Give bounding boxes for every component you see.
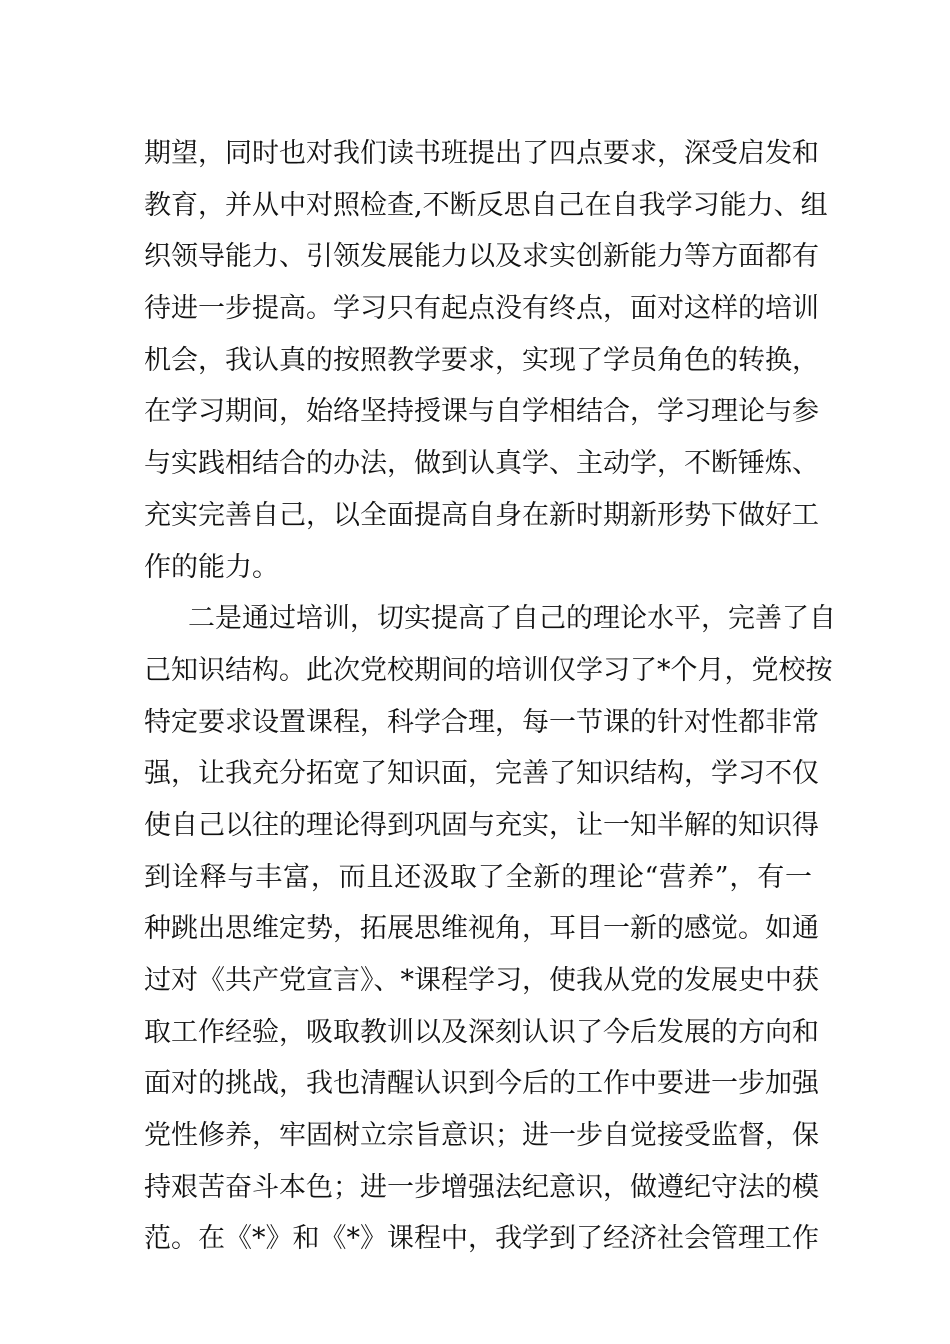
text-line: 作的能力。 <box>144 551 279 583</box>
text-line: 二是通过培训，切实提高了自己的理论水平，完善了自 <box>188 603 836 635</box>
text-line: 待进一步提高。学习只有起点没有终点，面对这样的培训 <box>144 293 819 325</box>
text-line: 在学习期间，始络坚持授课与自学相结合，学习理论与参 <box>144 396 819 428</box>
text-line: 织领导能力、引领发展能力以及求实创新能力等方面都有 <box>144 241 819 273</box>
text-line: 机会，我认真的按照教学要求，实现了学员角色的转换， <box>144 344 819 376</box>
text-line: 使自己以往的理论得到巩固与充实，让一知半解的知识得 <box>144 809 819 841</box>
text-line: 充实完善自己，以全面提高自身在新时期新形势下做好工 <box>144 499 819 531</box>
text-line: 面对的挑战，我也清醒认识到今后的工作中要进一步加强 <box>144 1068 819 1100</box>
text-line: 范。在《*》和《*》课程中，我学到了经济社会管理工作 <box>144 1223 819 1255</box>
text-line: 强，让我充分拓宽了知识面，完善了知识结构，学习不仅 <box>144 758 819 790</box>
text-line: 取工作经验，吸取教训以及深刻认识了今后发展的方向和 <box>144 1016 819 1048</box>
text-line: 己知识结构。此次党校期间的培训仅学习了*个月，党校按 <box>144 654 833 686</box>
text-line: 到诠释与丰富，而且还汲取了全新的理论“营养”，有一 <box>144 861 812 893</box>
body-text <box>144 128 836 1265</box>
text-line: 特定要求设置课程，科学合理，每一节课的针对性都非常 <box>144 706 819 738</box>
text-line: 过对《共产党宣言》、*课程学习，使我从党的发展史中获 <box>144 965 819 996</box>
text-line: 持艰苦奋斗本色；进一步增强法纪意识，做遵纪守法的模 <box>144 1171 819 1203</box>
text-line: 教育，并从中对照检查,不断反思自己在自我学习能力、组 <box>144 189 828 221</box>
text-line: 种跳出思维定势，拓展思维视角，耳目一新的感觉。如通 <box>144 913 819 945</box>
text-line: 与实践相结合的办法，做到认真学、主动学，不断锤炼、 <box>144 448 819 480</box>
text-line: 党性修养，牢固树立宗旨意识；进一步自觉接受监督，保 <box>144 1120 819 1152</box>
text-line: 期望，同时也对我们读书班提出了四点要求，深受启发和 <box>144 138 819 169</box>
